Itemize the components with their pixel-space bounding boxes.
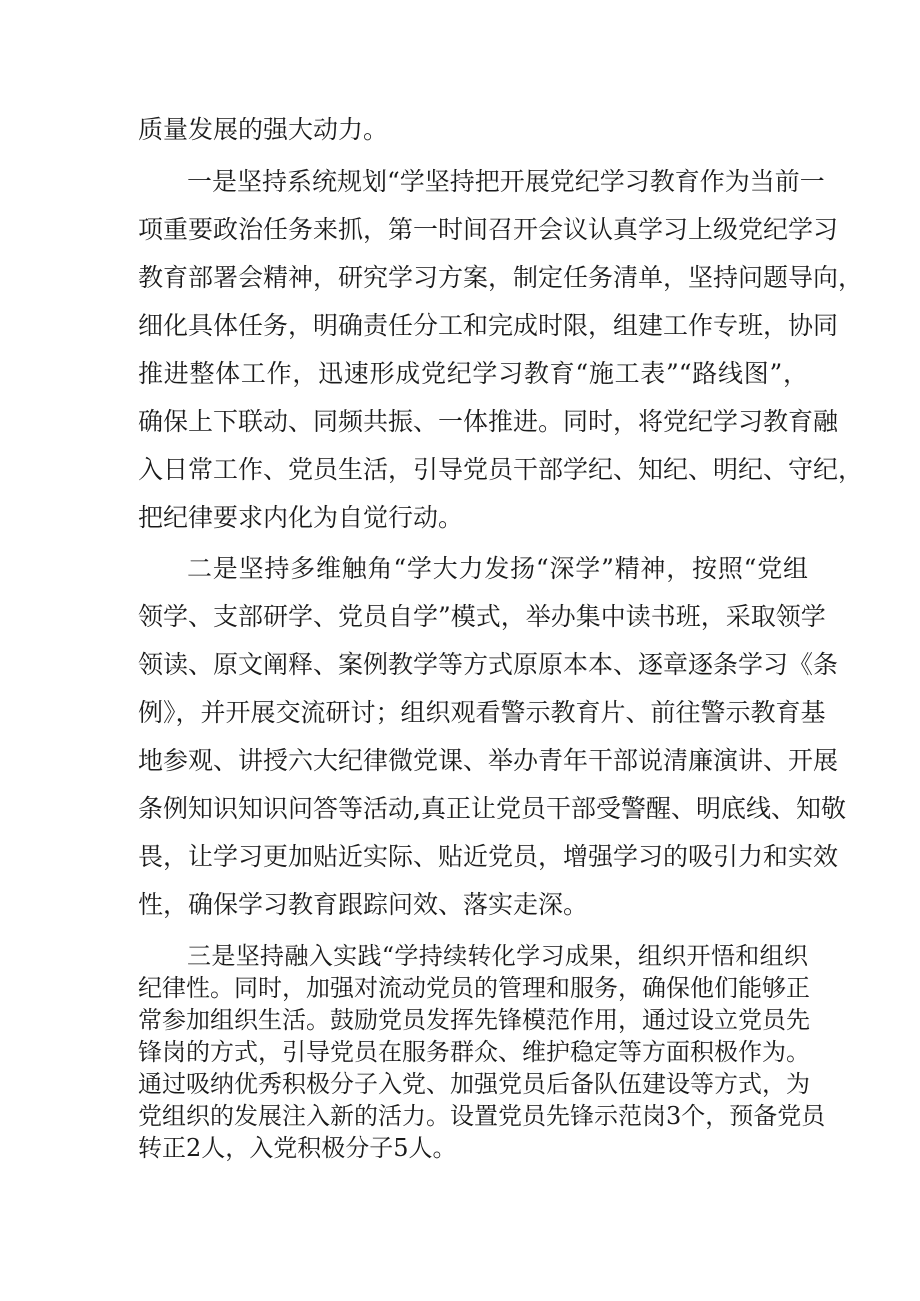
text-line: 三是坚持融入实践“学持续转化学习成果，组织开悟和组织 (187, 942, 808, 970)
text-line: 把纪律要求内化为自觉行动。 (138, 503, 464, 532)
text-line: 质量发展的强大动力。 (138, 115, 389, 144)
text-line: 确保上下联动、同频共振、一体推进。同时，将党纪学习教育融 (138, 407, 839, 436)
text-line: 领学、支部研学、党员自学”模式，举办集中读书班，采取领学 (138, 602, 826, 631)
text-line: 畏，让学习更加贴近实际、贴近党员，增强学习的吸引力和实效 (138, 842, 839, 871)
text-line: 一是坚持系统规划“学坚持把开展党纪学习教育作为当前一 (187, 167, 825, 196)
text-line: 地参观、讲授六大纪律微党课、举办青年干部说清廉演讲、开展 (138, 746, 839, 775)
text-line: 推进整体工作，迅速形成党纪学习教育“施工表”“路线图”， (138, 359, 808, 388)
text-line: 领读、原文阐释、案例教学等方式原原本本、逐章逐条学习《条 (138, 650, 839, 679)
text-line: 例》，并开展交流研讨；组织观看警示教育片、前往警示教育基 (138, 698, 826, 727)
text-line: 常参加组织生活。鼓励党员发挥先锋模范作用，通过设立党员先 (138, 1006, 810, 1034)
text-line: 转正2人，入党积极分子5人。 (138, 1134, 457, 1162)
text-line: 通过吸纳优秀积极分子入党、加强党员后备队伍建设等方式，为 (138, 1070, 810, 1098)
text-line: 项重要政治任务来抓，第一时间召开会议认真学习上级党纪学习 (138, 215, 839, 244)
text-line: 细化具体任务，明确责任分工和完成时限，组建工作专班，协同 (138, 311, 839, 340)
text-line: 纪律性。同时，加强对流动党员的管理和服务，确保他们能够正 (138, 974, 810, 1002)
text-line: 入日常工作、党员生活，引导党员干部学纪、知纪、明纪、守纪， (138, 455, 864, 484)
text-line: 二是坚持多维触角“学大力发扬“深学”精神，按照“党组 (187, 554, 808, 583)
text-line: 教育部署会精神，研究学习方案，制定任务清单，坚持问题导向， (138, 263, 864, 292)
text-line: 党组织的发展注入新的活力。设置党员先锋示范岗3个，预备党员 (138, 1102, 826, 1130)
text-line: 条例知识知识问答等活动,真正让党员干部受警醒、明底线、知敬 (138, 794, 846, 823)
text-line: 锋岗的方式，引导党员在服务群众、维护稳定等方面积极作为。 (138, 1038, 810, 1066)
text-line: 性，确保学习教育跟踪问效、落实走深。 (138, 890, 589, 919)
